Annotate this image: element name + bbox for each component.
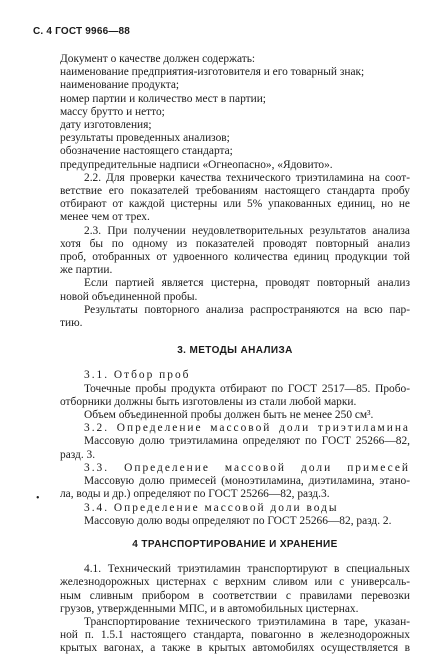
subsection-3-1 [60, 369, 410, 422]
paragraph-4-1 [60, 563, 410, 616]
text-line: железнодорожных цистернах с верхним сливом или с универсаль- [60, 576, 410, 589]
list-item: обозначение настоящего стандарта; [60, 145, 233, 158]
text-line: Точечные пробы продукта отбирают по ГОСТ 2517—85. Пробо- [84, 382, 410, 395]
text-line: грузов, утвержденными МПС, и в автомобильных цистернах. [60, 602, 359, 615]
paragraph-repeat-results [60, 304, 410, 330]
list-item: массу брутто и нетто; [60, 105, 165, 118]
list-item: номер партии и количество мест в партии; [60, 92, 266, 105]
text-line: проб, отобранных от удвоенного количества единиц продукции той [60, 251, 410, 264]
text-line: новой объединенной пробы. [60, 290, 198, 303]
text-line: менее чем от трех. [60, 211, 150, 224]
text-line: же партии. [60, 264, 113, 277]
paragraph-cistern [60, 277, 410, 303]
text-line: Массовую долю примесей (моноэтиламина, диэтиламина, этано- [84, 475, 410, 488]
text-line: отбирают от каждой цистерны или 5% упакованных единиц, но не [60, 198, 410, 211]
text-line: Результаты повторного анализа распространяются на всю пар- [84, 303, 410, 316]
text-line: ветствие его показателей требованиям настоящего стандарта пробу [60, 185, 410, 198]
paragraph-2-3 [60, 225, 410, 278]
text-line: ла, воды и др.) определяют по ГОСТ 25266—82, разд.3. [60, 488, 330, 501]
contents-list [60, 53, 410, 172]
text-line: Массовую долю воды определяют по ГОСТ 25266—82, разд. 2. [84, 514, 392, 527]
list-item: дату изготовления; [60, 119, 152, 132]
document-body [60, 53, 410, 656]
text-line: тию. [60, 317, 83, 330]
text-line: 4.1. Технический триэтиламин транспортируют в специальных [84, 563, 410, 576]
text-line: хотя бы по одному из показателей проводят повторный анализ [60, 237, 410, 250]
subsection-3-2 [60, 422, 410, 462]
text-line: 2.3. При получении неудовлетворительных результатов анализа [84, 224, 410, 237]
subsection-title: 3.2. Определение массовой доли триэтиламина [84, 422, 410, 435]
text-line: Если партией является цистерна, проводят повторный анализ [84, 277, 410, 290]
text-line: крытых вагонах, а также в крытых автомобилях осуществляется в [60, 642, 410, 655]
subsection-3-3 [60, 462, 410, 502]
text-line: 2.2. Для проверки качества технического триэтиламина на соот- [84, 171, 410, 184]
list-item: наименование продукта; [60, 79, 180, 92]
paragraph-tare [60, 616, 410, 656]
section-4-heading: 4 ТРАНСПОРТИРОВАНИЕ И ХРАНЕНИЕ [132, 538, 338, 550]
list-item: наименование предприятия-изготовителя и его товарный знак; [60, 66, 365, 79]
list-intro: Документ о качестве должен содержать: [60, 53, 256, 65]
subsection-title: 3.3. Определение массовой доли примесей [84, 461, 410, 474]
subsection-title: 3.4. Определение массовой доли воды [84, 501, 339, 514]
list-item: результаты проведенных анализов; [60, 132, 230, 145]
page-header: С. 4 ГОСТ 9966—88 [33, 26, 131, 37]
text-line: разд. 3. [60, 448, 96, 461]
section-3-heading: 3. МЕТОДЫ АНАЛИЗА [177, 345, 293, 357]
text-line: ным сливным прибором в соответствии с правилами перевозки [60, 589, 410, 602]
list-item: предупредительные надписи «Огнеопасно», «Ядовито». [60, 158, 333, 171]
text-line: Объем объединенной пробы должен быть не менее 250 см³. [84, 409, 374, 422]
subsection-title: 3.1. Отбор проб [84, 369, 191, 382]
subsection-3-4 [60, 502, 410, 528]
paragraph-2-2 [60, 172, 410, 225]
text-line: ной п. 1.5.1 настоящего стандарта, повагонно в железнодорожных [60, 629, 410, 642]
text-line: Массовую долю триэтиламина определяют по ГОСТ 25266—82, [84, 435, 410, 448]
text-line: Транспортирование технического триэтиламина в таре, указан- [84, 615, 410, 628]
margin-mark: • [36, 493, 40, 504]
text-line: отборники должны быть изготовлены из стали любой марки. [60, 395, 357, 408]
